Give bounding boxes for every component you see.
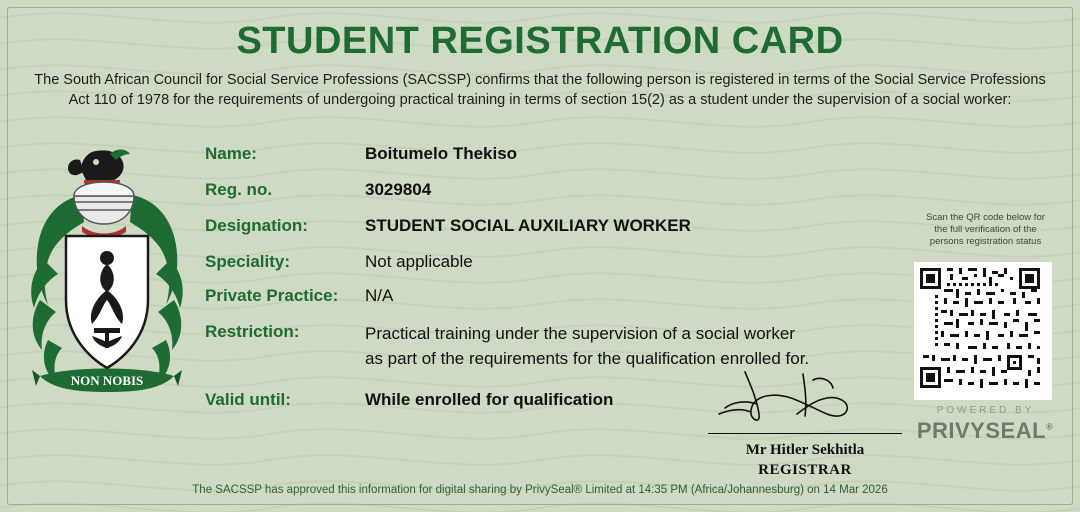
qr-code[interactable]	[914, 262, 1052, 400]
page-title: STUDENT REGISTRATION CARD	[236, 20, 844, 62]
powered-by-label: POWERED BY	[936, 405, 1035, 416]
sacssp-coat-of-arms	[22, 140, 192, 410]
field-row-private-practice	[205, 285, 905, 307]
name-value: Boitumelo Thekiso	[365, 144, 518, 163]
field-row-speciality	[205, 251, 905, 273]
privyseal-brand	[910, 418, 1060, 444]
field-row-name	[205, 143, 905, 165]
qr-instructions	[913, 212, 1058, 248]
qr-instructions-line3: persons registration status	[929, 236, 1042, 247]
field-row-designation	[205, 215, 905, 237]
crest-motto: NON NOBIS	[70, 373, 144, 388]
privyseal-brand-text: PRIVYSEAL	[916, 418, 1047, 443]
name-label: Name:	[205, 144, 257, 163]
privyseal-registered-mark: ®	[1046, 421, 1054, 432]
restriction-label: Restriction:	[205, 322, 300, 341]
reg-no-label: Reg. no.	[205, 180, 273, 199]
speciality-label: Speciality:	[205, 252, 291, 271]
handwritten-signature	[705, 370, 905, 428]
registrar-role: REGISTRAR	[758, 462, 852, 478]
signature-block	[700, 370, 910, 480]
designation-value: STUDENT SOCIAL AUXILIARY WORKER	[365, 216, 691, 235]
valid-until-label: Valid until:	[205, 390, 291, 409]
registrar-name: Mr Hitler Sekhitla	[745, 442, 865, 458]
reg-no-value: 3029804	[365, 180, 432, 199]
field-row-restriction	[205, 321, 905, 371]
valid-until-value: While enrolled for qualification	[365, 390, 614, 409]
private-practice-label: Private Practice:	[205, 286, 339, 305]
designation-label: Designation:	[205, 216, 308, 235]
qr-instructions-line1: Scan the QR code below for	[926, 212, 1045, 223]
restriction-value-line1: Practical training under the supervision of a social worker	[365, 324, 795, 343]
restriction-value	[365, 321, 809, 371]
qr-instructions-line2: the full verification of the	[934, 224, 1037, 235]
approval-footer: The SACSSP has approved this information for digital sharing by PrivySeal® Limited at 14:35 PM (Africa/Johannesburg) on 14 Mar 2026	[192, 484, 888, 496]
field-row-registration-number	[205, 179, 905, 201]
speciality-value: Not applicable	[365, 252, 473, 271]
private-practice-value: N/A	[365, 286, 394, 305]
signature-line	[708, 433, 902, 434]
restriction-value-line2: as part of the requirements for the qualification enrolled for.	[365, 349, 810, 368]
intro-paragraph: The South African Council for Social Service Professions (SACSSP) confirms that the following person is registered in terms of the Social Service Professions Act 110 of 1978 for the requirements of undergoing practical training in terms of section 15(2) as a student under the supervision of a social worker:	[34, 72, 1046, 108]
